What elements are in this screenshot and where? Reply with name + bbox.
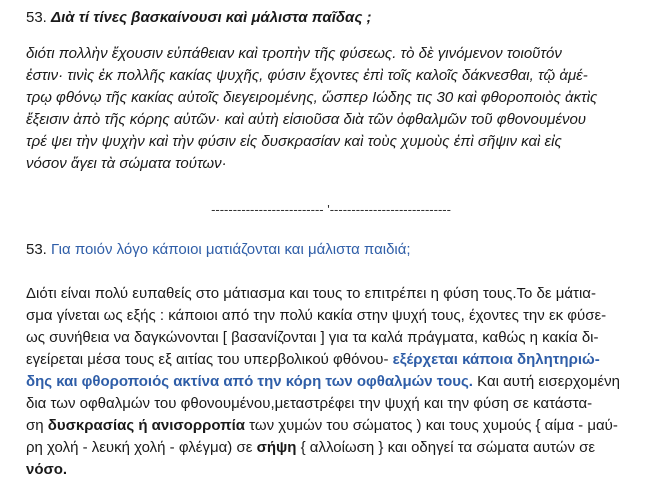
modern-line-4 — [26, 350, 600, 370]
ancient-line-1: διότι πολλὴν ἔχουσιν εὐπάθειαν καὶ τροπὴν τῆς φύσεως. τὸ δὲ γινόμενον τοιοῦτόν — [26, 45, 562, 62]
modern-line-5-text: Και αυτή εισερχομένη — [472, 373, 620, 390]
ancient-line-3: τρῳ φθόνῳ τῆς κακίας αὐτοῖς διεγειρομένης, ὥσπερ Ιώδης τις 30 καὶ φθοροποιὸς ἀκτὶς — [26, 89, 598, 106]
modern-line-7 — [26, 416, 618, 436]
modern-line-5 — [26, 372, 620, 392]
modern-line-9: νόσο. — [26, 461, 68, 478]
modern-number: 53. — [26, 241, 52, 258]
ancient-line-6: νόσον ἄγει τὰ σώματα τούτων· — [26, 155, 227, 172]
modern-line-8-start: ρη χολή - λευκή χολή - φλέγμα) σε — [26, 439, 257, 456]
section-separator: -------------------------- '---------------------------- — [211, 202, 451, 217]
modern-line-7-start: ση — [26, 417, 48, 434]
ancient-line-5: τρέ ψει τὴν ψυχὴν καὶ τὴν φύσιν εἰς δυσκρασίαν καὶ τοὺς χυμοὺς ἐπὶ σῆψιν καὶ εἰς — [26, 133, 562, 150]
ancient-line-2: ἐστιν· τινὶς ἐκ πολλῆς κακίας ψυχῆς, φύσιν ἔχοντες ἐπὶ τοῖς καλοῖς δάκνεσθαι, τῷ ἀμέ- — [26, 67, 588, 84]
highlight-ray: εξέρχεται κάποια δηλητηριώ- — [392, 351, 600, 368]
modern-heading — [26, 240, 411, 260]
modern-line-8-end: { αλλοίωση } και οδηγεί τα σώματα αυτών σε — [296, 439, 596, 456]
highlight-dyskrasia: δυσκρασίας ή ανισορροπία — [47, 417, 246, 434]
modern-line-2: σμα γίνεται ως εξής : κάποιοι από την πολύ κακία στην ψυχή τους, έχοντες την εκ φύσε- — [26, 307, 607, 324]
modern-title: Για ποιόν λόγο κάποιοι ματιάζονται και μάλιστα παιδιά; — [51, 241, 411, 258]
ancient-number: 53. — [26, 9, 52, 26]
modern-line-4-text: εγείρεται μέσα τους εξ αιτίας του υπερβολικού φθόνου- — [26, 351, 393, 368]
ancient-heading — [26, 8, 372, 28]
modern-line-3: ως συνήθεια να δαγκώνονται [ βασανίζονται ] για τα καλά πράγματα, καθώς η κακία δι- — [26, 329, 599, 346]
modern-line-8 — [26, 438, 595, 458]
ancient-title: Διὰ τί τίνες βασκαίνουσι καὶ μάλιστα παῖδας ; — [51, 9, 372, 26]
highlight-sipsi: σήψη — [256, 439, 297, 456]
ancient-line-4: ἔξεισιν ἀπὸ τῆς κόρης αὐτῶν· καὶ αὐτὴ εἰσιοῦσα διὰ τῶν ὀφθαλμῶν τοῦ φθονουμένου — [26, 111, 587, 128]
modern-line-1: Διότι είναι πολύ ευπαθείς στο μάτιασμα και τους το επιτρέπει η φύση τους.Το δε μάτια- — [26, 285, 596, 302]
highlight-ray-cont: δης και φθοροποιός ακτίνα από την κόρη των οφθαλμών τους. — [26, 373, 473, 390]
modern-line-6: δια των οφθαλμών του φθονουμένου,μεταστρέφει την ψυχή και την φύση σε κατάστα- — [26, 395, 593, 412]
modern-line-7-end: των χυμών του σώματος ) και τους χυμούς { αίμα - μαύ- — [245, 417, 618, 434]
